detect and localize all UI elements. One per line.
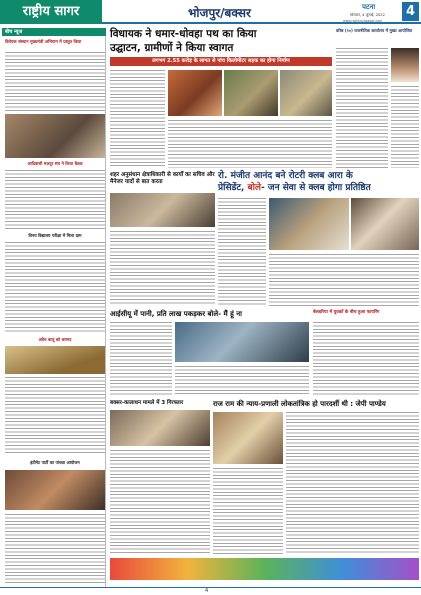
folio: 4 [205, 588, 209, 594]
rotary-text-1 [218, 198, 266, 306]
fire-photo [175, 322, 309, 362]
left-headline-4: अवैध बालू को बरामद [38, 337, 72, 342]
city-name: पटना [362, 3, 376, 11]
left-text-5 [5, 514, 105, 584]
small-story-photo [110, 410, 210, 446]
right-top-text [336, 48, 388, 168]
left-photo-1 [5, 114, 105, 158]
left-headline-5: इंटीमेट पार्टी का पांचवा आयोजन [30, 460, 80, 465]
small-story-headline: बक्सर-कालाधन मामले में 3 गिरफ्तार [110, 400, 184, 406]
left-headline-3: विनय विद्यालय परीक्षा में मिला ग्राम [28, 233, 82, 238]
youth-text [313, 322, 419, 396]
mid-left-photo [110, 193, 215, 227]
left-text-1 [5, 52, 105, 112]
section-tag: बीच न्यूज [2, 28, 106, 36]
mid-left-text [110, 231, 215, 305]
rotary-headline-1: रो. मंजीत आनंद बने रोटरी क्लब आरा के [218, 171, 353, 181]
top-story-headline-2: उद्घाटन, ग्रामीणों ने किया स्वागत [110, 42, 234, 54]
masthead-brand: राष्ट्रीय सागर [0, 0, 102, 24]
page-number-badge: 4 [402, 2, 419, 21]
right-top-portrait [391, 48, 419, 82]
section-title: भोजपुर/बक्सर [188, 6, 251, 20]
right-top-text-2 [391, 86, 419, 168]
top-story-photo-2 [224, 70, 278, 116]
rotary-text-2 [269, 254, 419, 306]
rotary-headline-prefix: प्रेसिडेंट, [218, 183, 245, 193]
bottom-ad-strip [110, 558, 419, 580]
youth-headline: बेलडरिया में युवकों के बीच हुआ फायरिंग [313, 310, 380, 315]
top-story-photo-1 [168, 70, 222, 116]
fire-text-1 [110, 322, 172, 396]
left-column [2, 28, 106, 588]
date-line: सोमवार, 4 जुलाई, 2022 [350, 13, 385, 17]
web-line: www.rashtriyasagar.com [343, 19, 383, 23]
bottom-story-photo [213, 412, 283, 464]
top-story-text-1 [110, 70, 165, 168]
rotary-photo-2 [351, 198, 419, 250]
fire-headline: आईसीयू में पानी, प्रति लाख पकड़कर बोले- मैं हूं ना [110, 310, 242, 318]
rotary-headline-suffix: - जन सेवा से क्लब होगा प्रतिष्ठित [261, 183, 371, 193]
left-photo-3 [5, 470, 105, 510]
top-story-headline-1: विधायक ने धमार-धोवहा पथ का किया [110, 28, 257, 40]
small-story-text [110, 450, 210, 555]
rotary-photo-1 [269, 198, 349, 250]
top-story-text-2 [168, 120, 332, 168]
mid-left-headline: शहर अनुसंधान क्षेत्राधिकारी से कार्यों का सचिव और मैनेजर यादों से बात करता [110, 172, 215, 185]
rotary-headline-red: बोले [247, 183, 262, 193]
top-story-photo-3 [280, 70, 332, 116]
top-story-subhead: लगभग 2.55 करोड़ के लागत से पांच किलोमीटर सड़क का होगा निर्माण [110, 57, 332, 66]
left-headline-1: विधेयक संस्थान मुख्यमंत्री अभियान में प्रस्तुत किया [5, 39, 82, 44]
left-headline-2: आदिवासी मज़दूर संघ ने किया बैठक [27, 161, 83, 166]
left-text-3 [5, 242, 105, 334]
footer-rule [0, 587, 421, 588]
left-text-4 [5, 377, 105, 455]
rotary-headline-2 [218, 183, 419, 194]
fire-text-2 [175, 366, 309, 396]
bottom-story-headline: राज राम की न्याय-प्रणाली लोकतांत्रिक हो पारदर्शी थी : जेपी पाण्डेय [213, 400, 386, 408]
right-top-headline: वरिष्ठ (१०) राजनीतिक कार्यालय में मुख्य आयोजित [336, 28, 413, 33]
bottom-story-text-1 [286, 412, 419, 555]
bottom-story-text-2 [213, 468, 283, 555]
left-photo-2 [5, 346, 105, 374]
left-text-2 [5, 170, 105, 230]
